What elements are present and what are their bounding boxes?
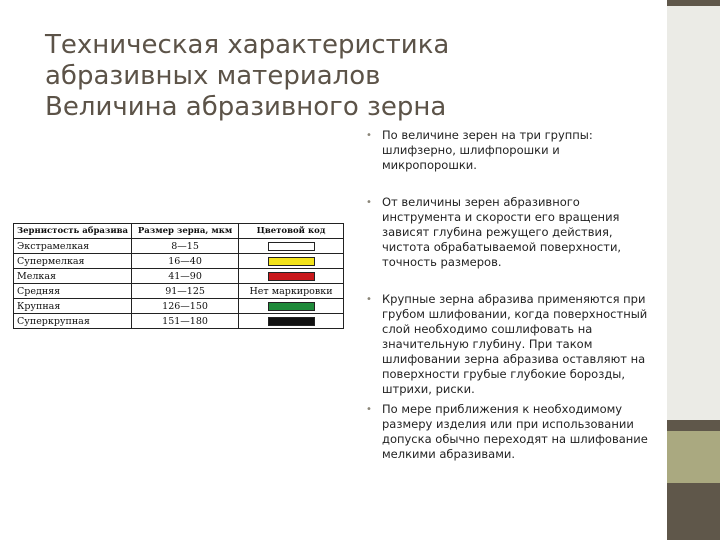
color-swatch <box>268 317 315 326</box>
grit-size-cell: 126—150 <box>132 299 239 314</box>
decorative-sidebar <box>667 0 720 540</box>
grit-size-cell: 8—15 <box>132 239 239 254</box>
grit-name-cell: Средняя <box>14 284 132 299</box>
bullet-text: По величине зерен на три группы: шлифзерно, шлифпорошки и микропорошки. <box>382 128 593 172</box>
title-line: Величина абразивного зерна <box>45 92 447 122</box>
bullet-text: От величины зерен абразивного инструмента и скорости его вращения зависят глубина режущего действия, чистота обрабатываемой поверхности, точность размеров. <box>382 195 622 269</box>
bullet-text: По мере приближения к необходимому размеру изделия или при использовании допуска обычно переходят на шлифование мелкими абразивами. <box>382 402 648 461</box>
bullet-marker: • <box>366 294 372 305</box>
grit-name-cell: Супермелкая <box>14 254 132 269</box>
color-code-cell <box>239 299 344 314</box>
bullet-marker: • <box>366 197 372 208</box>
color-code-cell <box>239 314 344 329</box>
grit-size-table <box>13 223 344 329</box>
bullet-item <box>366 128 656 173</box>
table-header-row <box>14 224 344 239</box>
color-code-cell <box>239 239 344 254</box>
table-row <box>14 269 344 284</box>
table-row <box>14 314 344 329</box>
bullet-marker: • <box>366 404 372 415</box>
table-row <box>14 299 344 314</box>
sidebar-top-stripe <box>667 0 720 6</box>
bullet-marker: • <box>366 130 372 141</box>
header-color-code: Цветовой код <box>239 224 344 239</box>
color-swatch <box>268 257 315 266</box>
table-row <box>14 284 344 299</box>
grit-name-cell: Суперкрупная <box>14 314 132 329</box>
title-line: Техническая характеристика <box>45 30 450 60</box>
table-row <box>14 254 344 269</box>
grit-size-cell: 151—180 <box>132 314 239 329</box>
bullet-item <box>366 292 656 397</box>
grit-size-cell: 41—90 <box>132 269 239 284</box>
bullet-text: Крупные зерна абразива применяются при грубом шлифовании, когда поверхностный слой необходимо сошлифовать на значительную глубину. При таком шлифовании зерна абразива оставляют на поверхности грубые глубокие борозды, штрихи, риски. <box>382 292 648 396</box>
bullet-list <box>366 128 656 462</box>
table-row <box>14 239 344 254</box>
sidebar-olive-block <box>667 431 720 483</box>
grit-size-cell: 16—40 <box>132 254 239 269</box>
color-code-cell <box>239 269 344 284</box>
color-code-cell <box>239 254 344 269</box>
color-code-text: Нет маркировки <box>249 285 333 297</box>
sidebar-mid-stripe <box>667 420 720 431</box>
slide-title <box>45 30 605 123</box>
color-swatch <box>268 302 315 311</box>
bullet-item <box>366 195 656 270</box>
grit-name-cell: Экстрамелкая <box>14 239 132 254</box>
color-swatch <box>268 272 315 281</box>
color-swatch <box>268 242 315 251</box>
header-grit: Зернистость абразива <box>14 224 132 239</box>
color-code-cell <box>239 284 344 299</box>
grit-name-cell: Мелкая <box>14 269 132 284</box>
header-size: Размер зерна, мкм <box>132 224 239 239</box>
bullet-item <box>366 402 656 462</box>
title-line: абразивных материалов <box>45 61 381 91</box>
grit-size-cell: 91—125 <box>132 284 239 299</box>
grit-name-cell: Крупная <box>14 299 132 314</box>
sidebar-bottom-block <box>667 483 720 540</box>
